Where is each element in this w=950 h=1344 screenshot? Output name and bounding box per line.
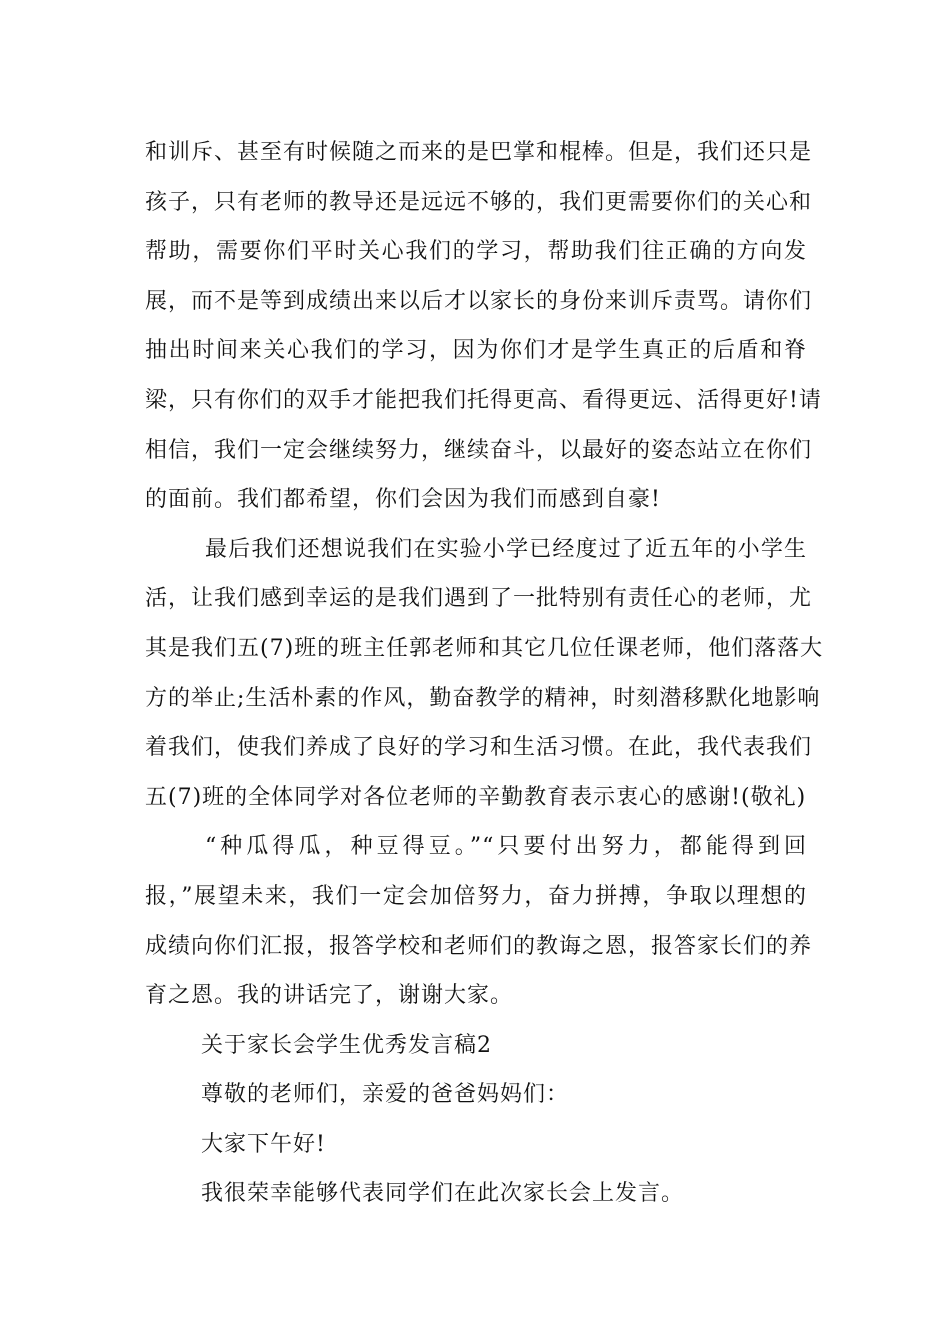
text-line: 梁，只有你们的双手才能把我们托得更高、看得更远、活得更好!请	[145, 387, 822, 413]
text-line: 和训斥、甚至有时候随之而来的是巴掌和棍棒。但是，我们还只是	[145, 140, 813, 165]
text-line: 活，让我们感到幸运的是我们遇到了一批特别有责任心的老师，尤	[145, 586, 813, 612]
text-line: 的面前。我们都希望，你们会因为我们而感到自豪!	[145, 487, 661, 513]
document-body	[145, 128, 824, 1219]
paragraph-3	[145, 822, 813, 1020]
text-line: 五(7)班的全体同学对各位老师的辛勤教育表示衷心的感谢!(敬礼)	[145, 784, 807, 810]
intro-line: 我很荣幸能够代表同学们在此次家长会上发言。	[201, 1181, 685, 1207]
salutation: 尊敬的老师们，亲爱的爸爸妈妈们：	[201, 1082, 570, 1108]
text-line: “种瓜得瓜，种豆得豆。”“只要付出努力，都能得到回	[205, 834, 807, 860]
text-line: 方的举止;生活朴素的作风，勤奋教学的精神，时刻潜移默化地影响	[145, 685, 821, 711]
text-line: 着我们，使我们养成了良好的学习和生活习惯。在此，我代表我们	[145, 735, 813, 761]
text-line: 相信，我们一定会继续努力，继续奋斗，以最好的姿态站立在你们	[145, 437, 813, 463]
paragraph-2	[145, 525, 824, 823]
paragraph-1	[145, 128, 822, 525]
section-heading: 关于家长会学生优秀发言稿2	[201, 1032, 492, 1058]
text-line: 抽出时间来关心我们的学习，因为你们才是学生真正的后盾和脊	[145, 338, 807, 364]
text-line: 育之恩。我的讲话完了，谢谢大家。	[145, 983, 514, 1009]
greeting: 大家下午好!	[201, 1131, 326, 1157]
text-line: 其是我们五(7)班的班主任郭老师和其它几位任课老师，他们落落大	[145, 635, 824, 661]
text-line: 成绩向你们汇报，报答学校和老师们的教诲之恩，报答家长们的养	[145, 933, 813, 959]
text-line: 展，而不是等到成绩出来以后才以家长的身份来训斥责骂。请你们	[145, 288, 813, 314]
text-line: 报，”展望未来，我们一定会加倍努力，奋力拼搏，争取以理想的	[145, 883, 807, 909]
text-line: 帮助，需要你们平时关心我们的学习，帮助我们往正确的方向发	[145, 239, 807, 265]
text-line: 最后我们还想说我们在实验小学已经度过了近五年的小学生	[205, 536, 807, 562]
text-line: 孩子，只有老师的教导还是远远不够的，我们更需要你们的关心和	[145, 189, 813, 215]
